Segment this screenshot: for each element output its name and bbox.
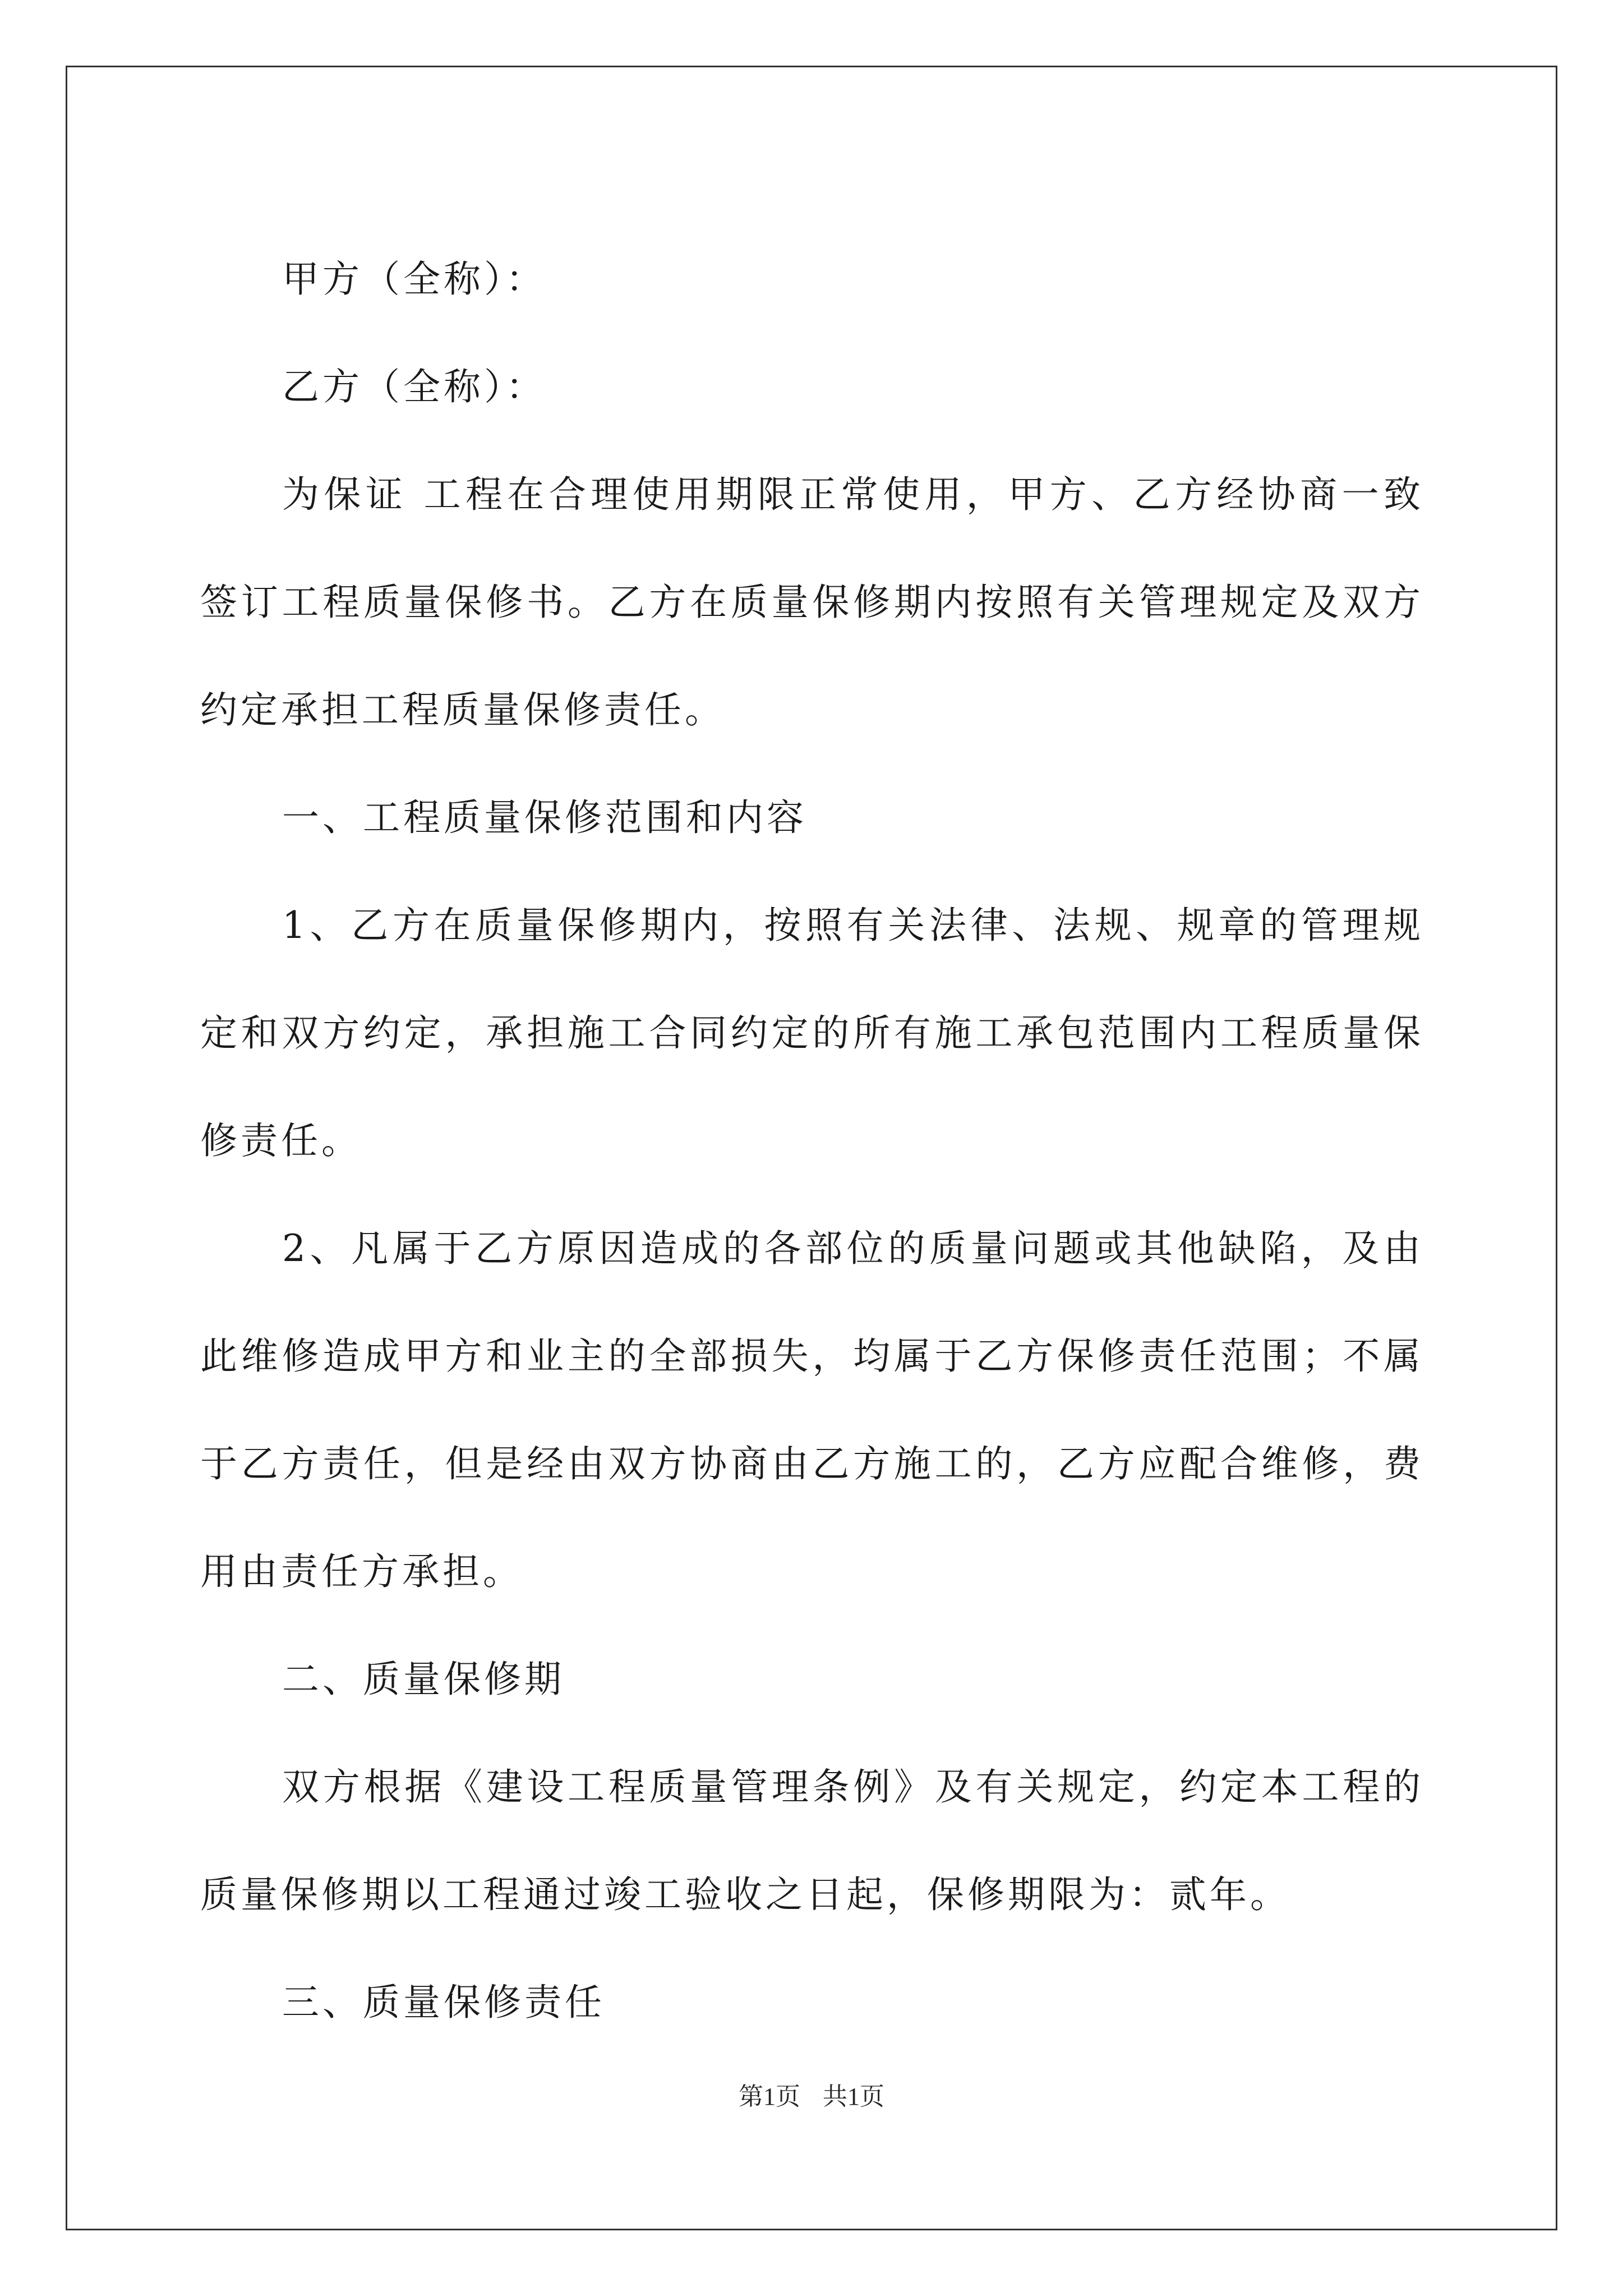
- period-paragraph: 双方根据《建设工程质量管理条例》及有关规定，约定本工程的质量保修期以工程通过竣工验收之日起，保修期限为：贰年。: [200, 1765, 1424, 1916]
- page-number-total: 共1页: [823, 2083, 884, 2110]
- page-number-current: 第1页: [739, 2083, 800, 2110]
- party-b-line: 乙方（全称）：: [282, 365, 546, 408]
- section-heading-responsibility: 三、质量保修责任: [282, 1981, 605, 2024]
- page-footer: [0, 2080, 1623, 2114]
- party-a-line: 甲方（全称）：: [282, 257, 546, 301]
- clause-2-paragraph: 2、凡属于乙方原因造成的各部位的质量问题或其他缺陷，及由此维修造成甲方和业主的全部损失，均属于乙方保修责任范围；不属于乙方责任，但是经由双方协商由乙方施工的，乙方应配合维修，费用由责任方承担。: [200, 1227, 1424, 1593]
- section-heading-scope: 一、工程质量保修范围和内容: [282, 796, 807, 839]
- clause-1-paragraph: 1、乙方在质量保修期内，按照有关法律、法规、规章的管理规定和双方约定，承担施工合同约定的所有施工承包范围内工程质量保修责任。: [200, 904, 1424, 1162]
- section-heading-period: 二、质量保修期: [282, 1658, 565, 1701]
- intro-paragraph: 为保证 工程在合理使用期限正常使用，甲方、乙方经协商一致签订工程质量保修书。乙方在质量保修期内按照有关管理规定及双方约定承担工程质量保修责任。: [200, 473, 1424, 731]
- document-body: [200, 226, 1424, 2056]
